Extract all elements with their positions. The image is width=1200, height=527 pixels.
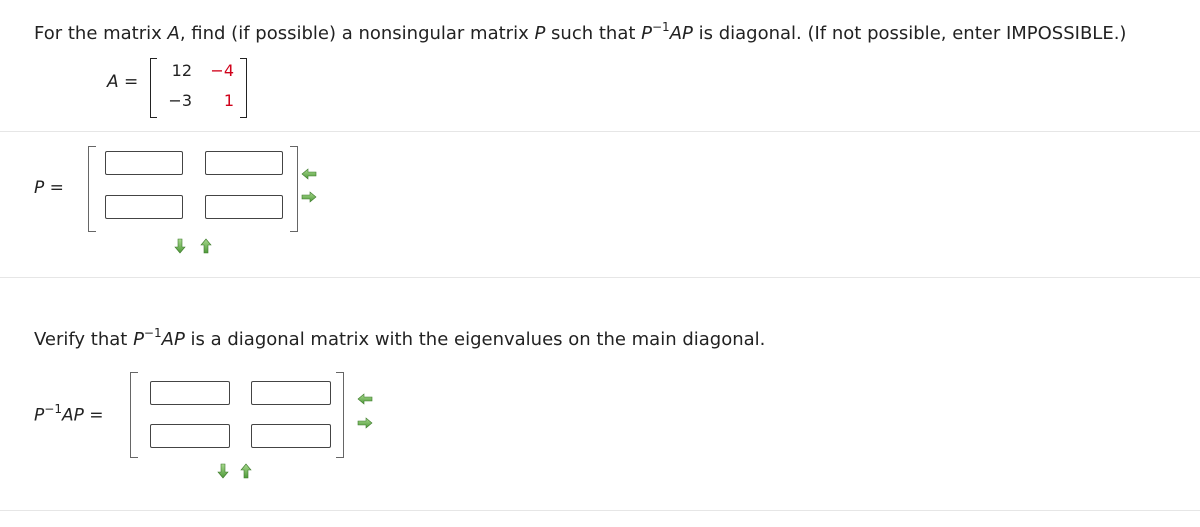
prompt-text: is diagonal. (If not possible, enter IMPOSSIBLE.) (692, 23, 1127, 44)
diag-cell-r2c2[interactable] (251, 424, 331, 448)
diag-label (34, 403, 104, 426)
diag-cell-r2c1[interactable] (150, 424, 230, 448)
right-bracket (290, 146, 298, 232)
p-cell-r2c2[interactable] (205, 195, 283, 219)
right-bracket (336, 372, 344, 458)
matrix-a-label (107, 72, 138, 92)
arrow-down-icon[interactable] (172, 238, 188, 254)
var-p: P (641, 23, 652, 44)
left-bracket (88, 146, 96, 232)
var-ap: AP (669, 23, 693, 44)
equals-sign: = (49, 178, 64, 198)
var-p: P (34, 405, 45, 426)
problem-prompt (34, 21, 1126, 44)
var-a: A (167, 23, 180, 44)
exponent: −1 (652, 20, 670, 34)
var-p: P (34, 178, 45, 198)
matrix-cell: −4 (210, 61, 234, 80)
divider (0, 510, 1200, 511)
arrow-right-icon[interactable] (301, 189, 317, 205)
diag-cell-r1c1[interactable] (150, 381, 230, 405)
diag-cell-r1c2[interactable] (251, 381, 331, 405)
arrow-right-icon[interactable] (357, 415, 373, 431)
exponent: −1 (143, 326, 162, 340)
var-p: P (534, 23, 546, 44)
arrow-left-icon[interactable] (357, 391, 373, 407)
matrix-cell: −3 (168, 91, 192, 110)
p-label (34, 178, 64, 198)
verify-instruction (34, 327, 765, 350)
var-ap: AP (61, 405, 84, 426)
verify-text: Verify that (34, 329, 134, 350)
arrow-down-icon[interactable] (215, 463, 231, 479)
var-p: P (133, 329, 144, 350)
arrow-up-icon[interactable] (238, 463, 254, 479)
divider (0, 131, 1200, 132)
arrow-left-icon[interactable] (301, 166, 317, 182)
matrix-cell: 12 (171, 61, 192, 80)
prompt-text: , find (if possible) a nonsingular matrix (179, 23, 535, 44)
prompt-text: such that (545, 23, 642, 44)
left-bracket (130, 372, 138, 458)
exponent: −1 (44, 402, 62, 416)
left-bracket (150, 58, 157, 118)
arrow-up-icon[interactable] (198, 238, 214, 254)
p-cell-r2c1[interactable] (105, 195, 183, 219)
divider (0, 277, 1200, 278)
equals-sign: = (89, 405, 104, 426)
var-a: A (107, 72, 119, 92)
equals-sign: = (124, 72, 139, 92)
p-cell-r1c1[interactable] (105, 151, 183, 175)
right-bracket (240, 58, 247, 118)
var-ap: AP (161, 329, 185, 350)
p-cell-r1c2[interactable] (205, 151, 283, 175)
verify-text: is a diagonal matrix with the eigenvalues on the main diagonal. (184, 329, 766, 350)
prompt-text: For the matrix (34, 23, 168, 44)
matrix-cell: 1 (223, 91, 234, 110)
